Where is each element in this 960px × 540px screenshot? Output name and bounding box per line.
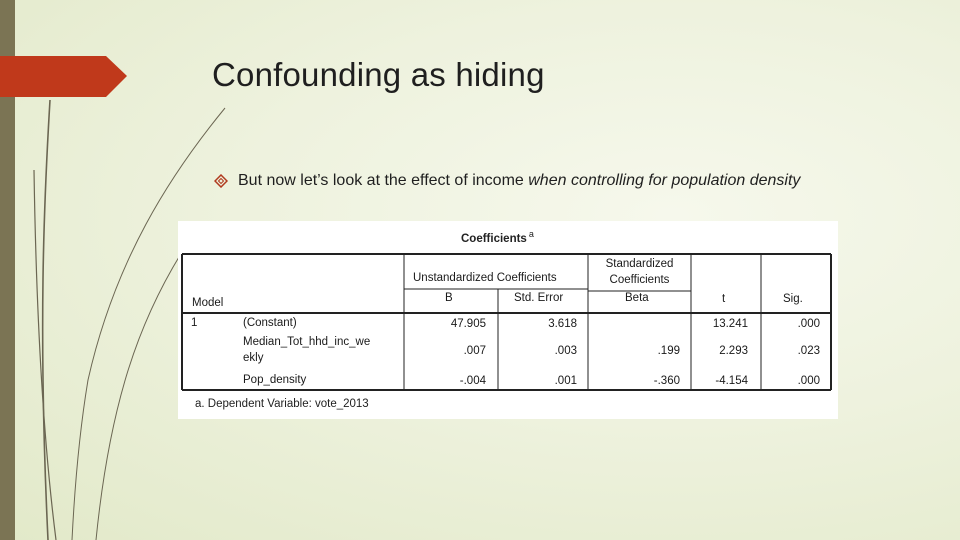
slide-title: Confounding as hiding — [212, 56, 545, 93]
bullet-text — [238, 172, 800, 190]
model-number: 1 — [191, 317, 198, 329]
row-label-pop-density: Pop_density — [243, 374, 307, 386]
cell-sig: .023 — [797, 345, 820, 357]
cell-b: 47.905 — [450, 318, 486, 330]
header-beta: Beta — [625, 292, 649, 304]
diamond-bullet-icon — [214, 174, 228, 188]
header-unstandardized: Unstandardized Coefficients — [413, 272, 557, 284]
table-footnote: a. Dependent Variable: vote_2013 — [195, 398, 369, 410]
cell-std-error: .001 — [554, 375, 577, 387]
header-std-error: Std. Error — [514, 292, 564, 304]
table-caption-superscript: a — [528, 229, 534, 239]
coefficients-table — [178, 221, 838, 419]
cell-t: -4.154 — [715, 375, 748, 387]
bullet-text-plain: But now let’s look at the effect of income — [238, 172, 529, 189]
row-label-income-line2: ekly — [243, 352, 264, 364]
cell-beta: .199 — [657, 345, 680, 357]
cell-t: 13.241 — [712, 318, 748, 330]
header-standardized: Standardized Coefficients — [605, 258, 674, 286]
header-t: t — [722, 293, 726, 305]
header-b: B — [445, 292, 453, 304]
table-caption-text: Coefficients — [461, 232, 527, 245]
cell-b: .007 — [463, 345, 486, 357]
cell-std-error: .003 — [554, 345, 577, 357]
cell-t: 2.293 — [719, 345, 748, 357]
header-sig: Sig. — [783, 293, 803, 305]
cell-beta: -.360 — [653, 375, 680, 387]
title-accent-arrow — [0, 56, 127, 97]
cell-b: -.004 — [459, 375, 486, 387]
bullet-text-italic: when controlling for population density — [528, 172, 801, 189]
header-model: Model — [192, 297, 224, 309]
row-label-income-line1: Median_Tot_hhd_inc_we — [243, 336, 371, 348]
cell-sig: .000 — [797, 375, 820, 387]
cell-sig: .000 — [797, 318, 820, 330]
cell-std-error: 3.618 — [548, 318, 577, 330]
row-label-constant: (Constant) — [243, 317, 297, 329]
bullet-item — [214, 172, 800, 190]
